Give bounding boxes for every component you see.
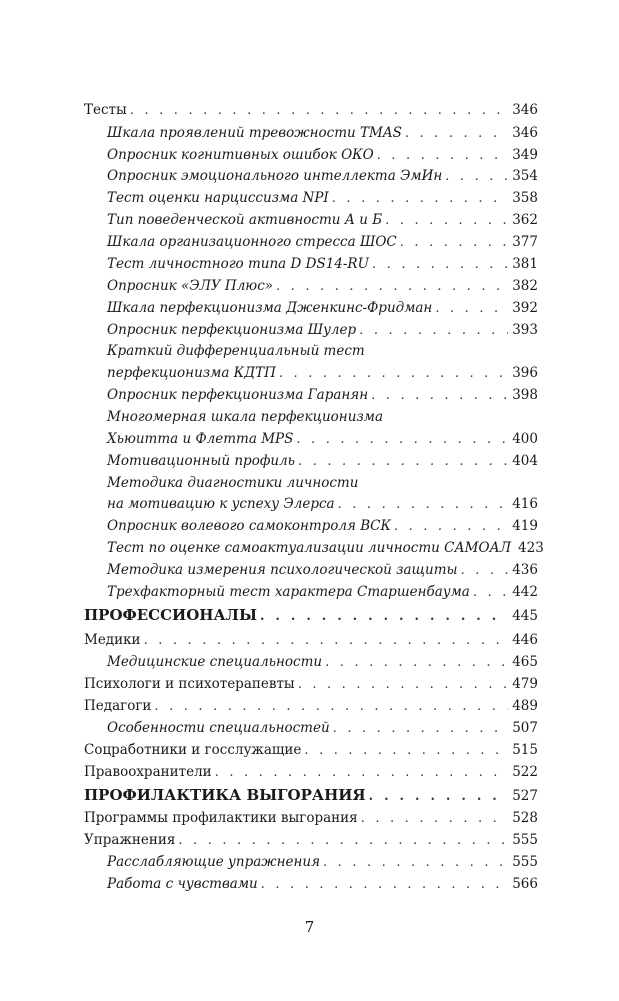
toc-entry-title: Тест по оценке самоактуализации личности САМОАЛ bbox=[107, 540, 512, 556]
toc-entry bbox=[107, 146, 538, 165]
toc-entry-title: Опросник перфекционизма Гаранян bbox=[107, 387, 369, 403]
toc-entry-title: Трехфакторный тест характера Старшенбаума bbox=[107, 584, 470, 600]
toc-entry-title: Опросник волевого самоконтроля ВСК bbox=[107, 518, 391, 534]
toc-entry-page: 489 bbox=[512, 698, 538, 714]
toc-entry-page: 377 bbox=[512, 234, 538, 250]
toc-section-burnout-prevention bbox=[84, 786, 538, 806]
toc-entry-title: Соцработники и госслужащие bbox=[84, 742, 302, 758]
toc-entry-page: 382 bbox=[512, 278, 538, 294]
toc-entry bbox=[107, 583, 538, 602]
toc-entry bbox=[107, 539, 544, 558]
toc-entry-page: 349 bbox=[512, 147, 538, 163]
toc-entry-title: Тест оценки нарциссизма NPI bbox=[107, 190, 329, 206]
toc-entry-title: Методика измерения психологической защиты bbox=[107, 562, 458, 578]
toc-entry bbox=[84, 697, 538, 716]
toc-entry-page: 392 bbox=[512, 300, 538, 316]
toc-entry bbox=[107, 853, 538, 872]
toc-entry-page: 515 bbox=[512, 742, 538, 758]
toc-entry-title: Программы профилактики выгорания bbox=[84, 810, 358, 826]
toc-entry bbox=[84, 831, 538, 850]
toc-entry-title: Хьюитта и Флетта MPS bbox=[107, 431, 294, 447]
toc-entry-title: Опросник «ЭЛУ Плюс» bbox=[107, 278, 274, 294]
toc-entry bbox=[107, 386, 538, 405]
toc-entry-title: Тест личностного типа D DS14-RU bbox=[107, 256, 369, 272]
toc-entry-title-line1: Многомерная шкала перфекционизма bbox=[107, 409, 383, 425]
toc-entry-page: 442 bbox=[512, 584, 538, 600]
toc-entry-page: 393 bbox=[512, 322, 538, 338]
toc-entry-page: 396 bbox=[512, 365, 538, 381]
toc-entry-title: Шкала перфекционизма Дженкинс-Фридман bbox=[107, 300, 433, 316]
toc-entry bbox=[107, 277, 538, 296]
toc-entry-title-line1: Краткий дифференциальный тест bbox=[107, 343, 365, 359]
toc-entry bbox=[107, 653, 538, 672]
toc-entry bbox=[84, 763, 538, 782]
toc-entry bbox=[107, 321, 538, 340]
toc-entry-page: 555 bbox=[512, 832, 538, 848]
toc-entry-page: 527 bbox=[512, 788, 538, 804]
toc-entry-page: 346 bbox=[512, 125, 538, 141]
toc-entry bbox=[107, 124, 538, 143]
toc-entry bbox=[84, 675, 538, 694]
toc-entry bbox=[84, 809, 538, 828]
toc-entry-page: 528 bbox=[512, 810, 538, 826]
page-number: 7 bbox=[304, 918, 315, 936]
toc-entry bbox=[84, 741, 538, 760]
toc-entry-page: 445 bbox=[512, 608, 538, 624]
toc-entry-title: Тип поведенческой активности А и Б bbox=[107, 212, 383, 228]
toc-section-title: ПРОФЕССИОНАЛЫ bbox=[84, 606, 257, 624]
toc-entry-page: 354 bbox=[512, 168, 538, 184]
toc-entry-page: 362 bbox=[512, 212, 538, 228]
toc-entry-page: 522 bbox=[512, 764, 538, 780]
toc-entry-page: 404 bbox=[512, 453, 538, 469]
toc-entry-title: Тесты bbox=[84, 102, 127, 118]
toc-entry-page: 465 bbox=[512, 654, 538, 670]
toc-entry-title: Мотивационный профиль bbox=[107, 453, 296, 469]
toc-entry bbox=[107, 561, 538, 580]
toc-entry-title-line1: Методика диагностики личности bbox=[107, 475, 359, 491]
toc-entry-title: Шкала организационного стресса ШОС bbox=[107, 234, 397, 250]
toc-entry bbox=[107, 719, 538, 738]
toc-entry-title: Медики bbox=[84, 632, 141, 648]
toc-entry bbox=[107, 189, 538, 208]
toc-entry-title: на мотивацию к успеху Элерса bbox=[107, 496, 335, 512]
toc-entry bbox=[107, 430, 538, 449]
toc-entry bbox=[107, 255, 538, 274]
toc-entry-page: 507 bbox=[512, 720, 538, 736]
toc-entry-title: Шкала проявлений тревожности TMAS bbox=[107, 125, 402, 141]
toc-entry-page: 555 bbox=[512, 854, 538, 870]
toc-entry-page: 346 bbox=[512, 102, 538, 118]
toc-entry bbox=[84, 631, 538, 650]
toc-entry-title: Расслабляющие упражнения bbox=[107, 854, 321, 870]
toc-entry-page: 400 bbox=[512, 431, 538, 447]
toc-entry-title: Упражнения bbox=[84, 832, 176, 848]
toc-entry-page: 436 bbox=[512, 562, 538, 578]
toc-entry-page: 566 bbox=[512, 876, 538, 892]
toc-entry-tests bbox=[84, 101, 538, 120]
toc-entry bbox=[107, 299, 538, 318]
toc-entry bbox=[107, 233, 538, 252]
toc-section-title: ПРОФИЛАКТИКА ВЫГОРАНИЯ bbox=[84, 786, 366, 804]
toc-entry bbox=[107, 452, 538, 471]
toc-entry-title: Правоохранители bbox=[84, 764, 212, 780]
toc-entry-title: Медицинские специальности bbox=[107, 654, 323, 670]
toc-entry-title: Психологи и психотерапевты bbox=[84, 676, 295, 692]
toc-entry-page: 416 bbox=[512, 496, 538, 512]
toc-entry-page: 381 bbox=[512, 256, 538, 272]
toc-entry-page: 423 bbox=[518, 540, 544, 556]
toc-entry bbox=[107, 875, 538, 894]
toc-entry bbox=[107, 167, 538, 186]
toc-section-professionals bbox=[84, 606, 538, 626]
toc-entry-title: Особенности специальностей bbox=[107, 720, 330, 736]
toc-entry bbox=[107, 211, 538, 230]
toc-entry-title: Опросник когнитивных ошибок ОКО bbox=[107, 147, 374, 163]
toc-entry bbox=[107, 495, 538, 514]
toc-entry bbox=[107, 517, 538, 536]
toc-entry-page: 398 bbox=[512, 387, 538, 403]
toc-entry-title: перфекционизма КДТП bbox=[107, 365, 276, 381]
toc-entry bbox=[107, 364, 538, 383]
toc-entry-title: Опросник эмоционального интеллекта ЭмИн bbox=[107, 168, 443, 184]
toc-entry-title: Педагоги bbox=[84, 698, 152, 714]
toc-entry-page: 358 bbox=[512, 190, 538, 206]
toc-entry-page: 446 bbox=[512, 632, 538, 648]
toc-entry-page: 419 bbox=[512, 518, 538, 534]
toc-entry-page: 479 bbox=[512, 676, 538, 692]
toc-entry-title: Работа с чувствами bbox=[107, 876, 258, 892]
toc-entry-title: Опросник перфекционизма Шулер bbox=[107, 322, 357, 338]
